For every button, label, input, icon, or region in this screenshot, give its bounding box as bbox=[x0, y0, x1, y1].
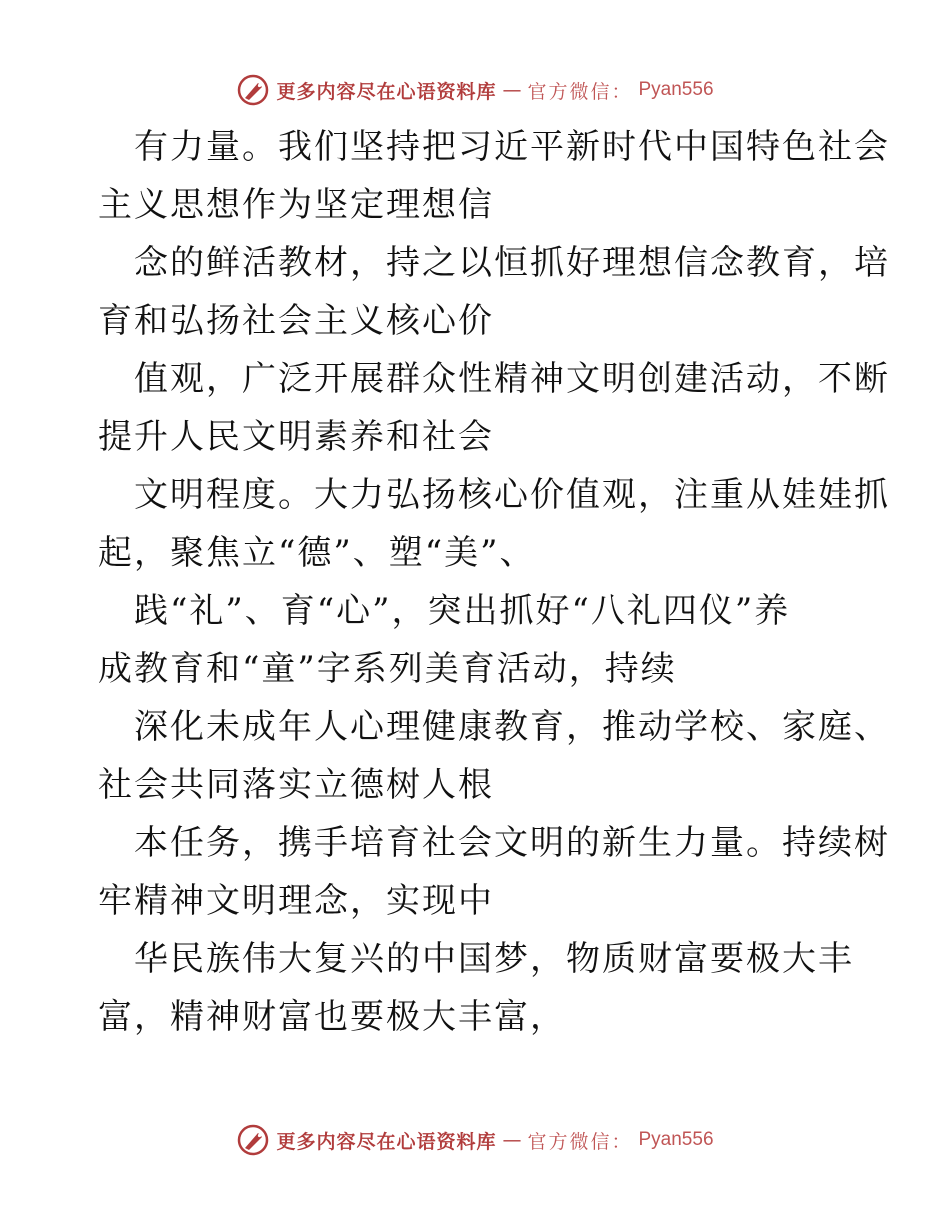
watermark-official-label: 官方微信： bbox=[527, 1130, 633, 1153]
paragraph-6 bbox=[98, 698, 890, 814]
paragraph-8 bbox=[98, 930, 858, 1046]
footer-watermark bbox=[0, 1120, 950, 1160]
paragraph-5 bbox=[98, 582, 858, 698]
paragraph-1 bbox=[98, 118, 890, 234]
paragraph-3 bbox=[98, 350, 890, 466]
watermark-official-label: 官方微信： bbox=[527, 80, 633, 103]
paragraph-line: 提升人民文明素养和社会 bbox=[98, 417, 494, 457]
pen-nib-circle-icon bbox=[236, 1123, 270, 1157]
paragraph-line: 育和弘扬社会主义核心价 bbox=[98, 301, 494, 341]
watermark-dash: — bbox=[502, 1129, 522, 1151]
paragraph-line: 念的鲜活教材，持之以恒抓好理想信念教育，培 bbox=[134, 243, 890, 283]
header-watermark bbox=[0, 70, 950, 110]
paragraph-line: 本任务，携手培育社会文明的新生力量。持续树 bbox=[134, 823, 890, 863]
paragraph-line: 践“礼”、育“心”，突出抓好“八礼四仪”养 bbox=[134, 591, 791, 631]
paragraph-4 bbox=[98, 466, 890, 582]
paragraph-line: 文明程度。大力弘扬核心价值观，注重从娃娃抓 bbox=[134, 475, 890, 515]
paragraph-2 bbox=[98, 234, 890, 350]
watermark-brand-text: 更多内容尽在心语资料库 bbox=[276, 1130, 497, 1153]
paragraph-7 bbox=[98, 814, 890, 930]
paragraph-line: 主义思想作为坚定理想信 bbox=[98, 185, 494, 225]
watermark-dash: — bbox=[502, 79, 522, 101]
paragraph-line: 富，精神财富也要极大丰富， bbox=[98, 997, 566, 1037]
paragraph-line: 有力量。我们坚持把习近平新时代中国特色社会 bbox=[134, 127, 890, 167]
paragraph-line: 深化未成年人心理健康教育，推动学校、家庭、 bbox=[134, 707, 890, 747]
watermark-wechat-id: Pyan556 bbox=[638, 79, 714, 100]
watermark-wechat-id: Pyan556 bbox=[638, 1129, 714, 1150]
paragraph-line: 牢精神文明理念，实现中 bbox=[98, 881, 494, 921]
paragraph-line: 值观，广泛开展群众性精神文明创建活动，不断 bbox=[134, 359, 890, 399]
paragraph-line: 起，聚焦立“德”、塑“美”、 bbox=[98, 533, 536, 573]
watermark-brand-text: 更多内容尽在心语资料库 bbox=[276, 80, 497, 103]
pen-nib-circle-icon bbox=[236, 73, 270, 107]
paragraph-line: 华民族伟大复兴的中国梦，物质财富要极大丰 bbox=[134, 939, 854, 979]
paragraph-line: 社会共同落实立德树人根 bbox=[98, 765, 494, 805]
paragraph-line: 成教育和“童”字系列美育活动，持续 bbox=[98, 649, 677, 689]
document-body bbox=[98, 118, 890, 1046]
